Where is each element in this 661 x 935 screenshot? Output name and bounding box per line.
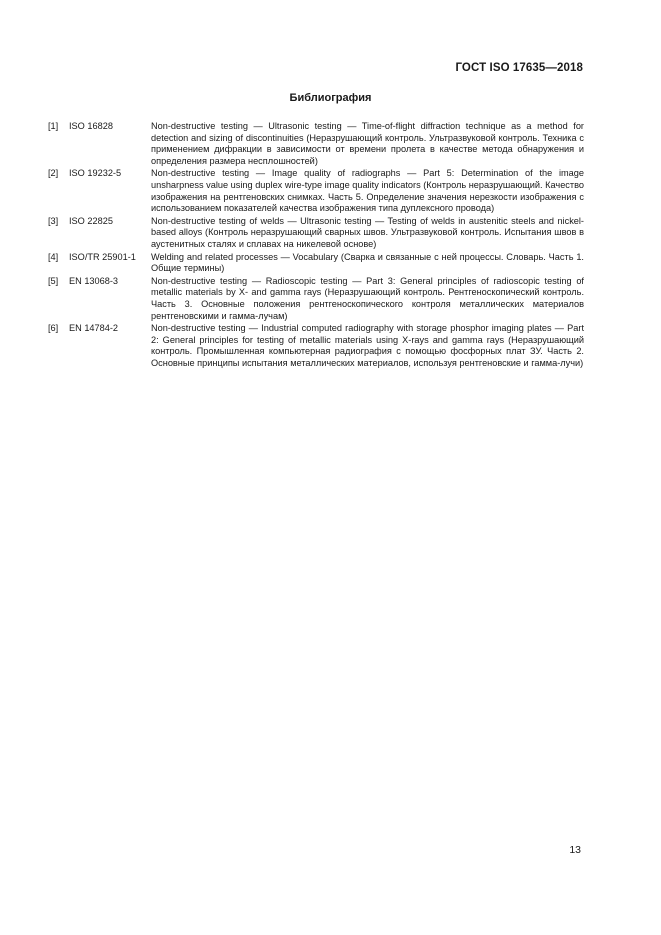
bibliography-list <box>48 121 584 370</box>
bibliography-entry <box>48 323 584 369</box>
entry-code: ISO/TR 25901-1 <box>69 251 136 262</box>
entry-code: EN 13068-3 <box>69 275 119 286</box>
entry-number: [6] <box>48 323 59 334</box>
bibliography-entry <box>48 252 584 275</box>
entry-number: [1] <box>48 121 59 131</box>
entry-text: Welding and related processes — Vocabulary (Сварка и связанные с ней процессы. Словарь. Часть 1. Общие термины) <box>151 251 584 274</box>
entry-number: [2] <box>48 168 59 179</box>
entry-number: [3] <box>48 215 59 226</box>
page-number: 13 <box>569 844 581 856</box>
bibliography-entry <box>48 276 584 322</box>
bibliography-entry <box>48 168 584 214</box>
entry-text: Non-destructive testing of welds — Ultrasonic testing — Testing of welds in austenitic steels and nickel-based alloys (Контроль неразрушающий сварных швов. Ультразвуковой контроль. Испытания швов в аустенитных сталях и сплавах на никелевой основе) <box>151 215 584 249</box>
entry-code: EN 14784-2 <box>69 323 119 334</box>
entry-code: ISO 16828 <box>69 121 113 131</box>
entry-number: [4] <box>48 251 59 262</box>
entry-text: Non-destructive testing — Image quality of radiographs — Part 5: Determination of the image unsharpness value using duplex wire-type image quality indicators (Контроль неразрушающий. Качество изображения на рентгеновских снимках. Часть 5. Определение значения нерезкости изображения с использованием показателей качества изображения типа дуплексного провода) <box>151 168 584 214</box>
document-code: ГОСТ ISO 17635—2018 <box>455 62 583 74</box>
bibliography-entry <box>48 216 584 251</box>
entry-number: [5] <box>48 275 59 286</box>
entry-text: Non-destructive testing — Radioscopic testing — Part 3: General principles of radioscopic testing of metallic materials by X- and gamma rays (Неразрушающий контроль. Рентгеноскопический контроль. Часть 3. Основные положения рентгеноскопического контроля металлических материалов рентгеновскими и гамма-лучам) <box>151 275 584 321</box>
entry-code: ISO 19232-5 <box>69 168 122 179</box>
entry-code: ISO 22825 <box>69 215 113 226</box>
entry-text: Non-destructive testing — Industrial computed radiography with storage phosphor imaging plates — Part 2: General principles for testing of metallic materials using X-rays and gamma rays (Неразрушающий контроль. Промышленная компьютерная радиография с помощью фосфорных плат ЗУ. Часть 2. Основные принципы испытания металлических материалов, используя рентгеновские и гамма-лучи) <box>151 323 584 368</box>
section-title: Библиография <box>289 92 372 104</box>
bibliography-entry <box>48 121 584 167</box>
entry-text: Non-destructive testing — Ultrasonic testing — Time-of-flight diffraction technique as a method for detection and sizing of discontinuities (Неразрушающий контроль. Ультразвуковой контроль. Техника с применением дифракции в зависимости от времени пролета в качестве метода обнаружения и определения размера несплошностей) <box>151 121 584 166</box>
